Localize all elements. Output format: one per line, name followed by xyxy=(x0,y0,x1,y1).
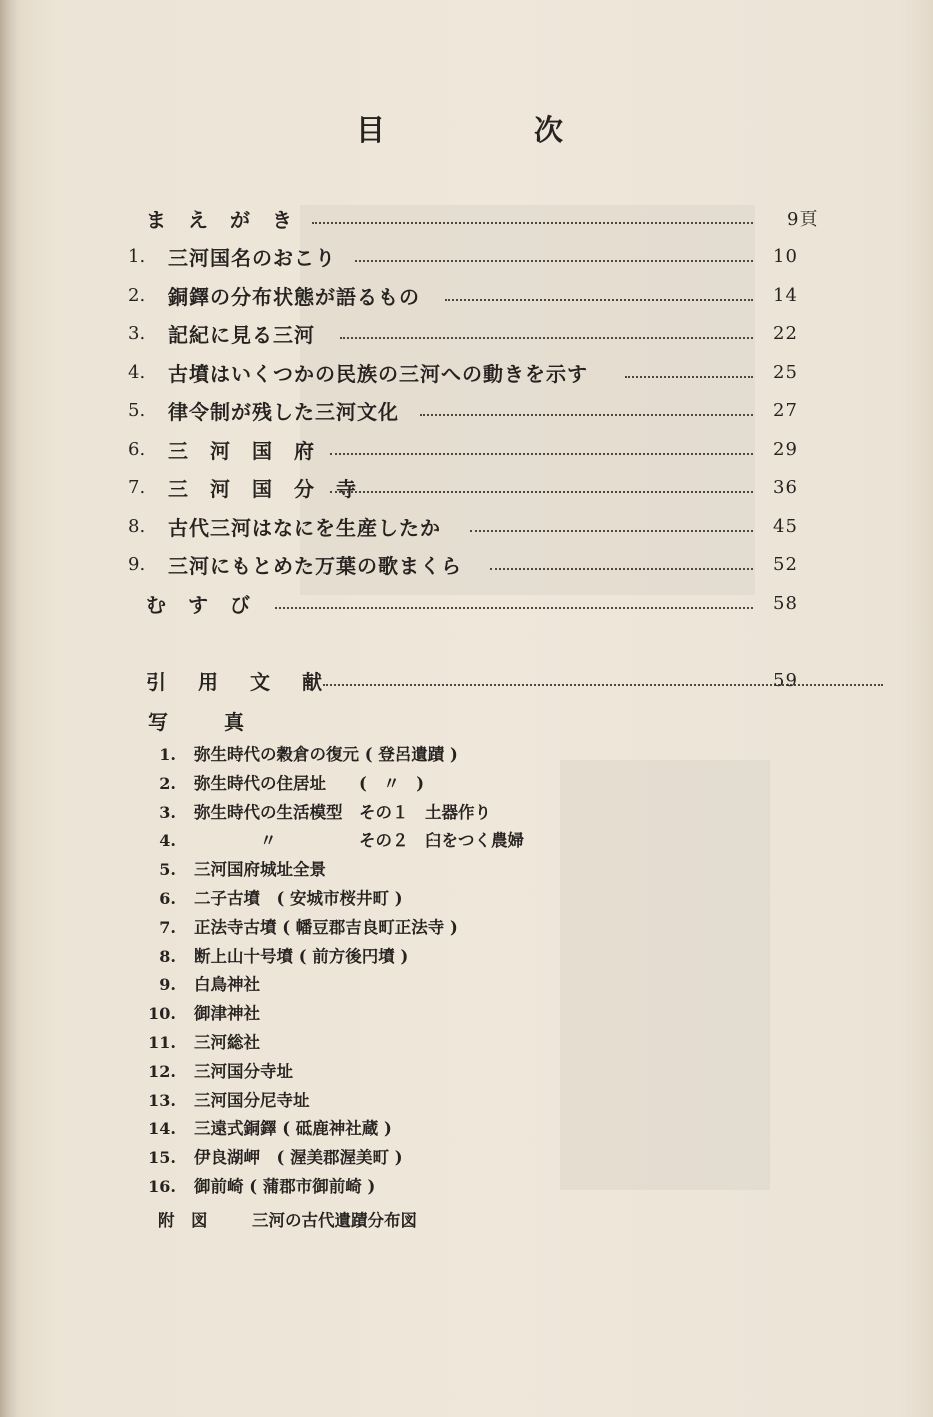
photo-caption: 伊良湖岬 ( 渥美郡渥美町 ) xyxy=(194,1148,403,1168)
toc-label: 銅鐸の分布状態が語るもの xyxy=(168,284,420,309)
toc-label: 律令制が残した三河文化 xyxy=(168,399,399,424)
toc-row xyxy=(128,588,828,618)
photo-number: 8. xyxy=(159,946,176,966)
toc-leader-dots xyxy=(312,222,753,224)
photo-item xyxy=(0,1088,700,1114)
toc-leader-dots xyxy=(330,453,753,455)
photo-number: 15. xyxy=(148,1148,176,1168)
toc-number: 1. xyxy=(128,245,146,267)
photo-caption: 三河国府城址全景 xyxy=(194,860,326,880)
photo-item xyxy=(0,944,700,970)
toc-label: 三 河 国 府 xyxy=(168,438,315,463)
toc-leader-dots xyxy=(470,530,753,532)
photo-item xyxy=(0,828,700,854)
photo-item xyxy=(0,1059,700,1085)
photo-caption: 御津神社 xyxy=(194,1004,260,1024)
page-title-char-2: 次 xyxy=(534,113,564,147)
photo-number: 2. xyxy=(159,773,176,793)
toc-page-number: 58 xyxy=(773,592,798,614)
photo-caption: 三河総社 xyxy=(194,1033,260,1052)
photo-item xyxy=(0,886,700,912)
toc-label: 三河国名のおこり xyxy=(168,245,336,270)
toc-label: 三 河 国 分 寺 xyxy=(168,476,357,501)
toc-page-number: 9頁 xyxy=(787,209,819,230)
photo-number: 11. xyxy=(148,1033,176,1052)
photo-number: 5. xyxy=(159,860,176,880)
toc-row xyxy=(128,434,828,464)
toc-row xyxy=(128,472,828,502)
toc-label: 記紀に見る三河 xyxy=(168,322,315,347)
toc-leader-dots xyxy=(355,260,753,262)
toc-row xyxy=(128,511,828,541)
page-spine-shadow xyxy=(0,0,18,1417)
photo-number: 14. xyxy=(148,1119,176,1139)
photo-caption: 弥生時代の住居址 ( 〃 ) xyxy=(194,773,425,793)
photo-number: 1. xyxy=(159,745,176,764)
page-title-char-1: 目 xyxy=(356,113,386,147)
toc-row xyxy=(128,203,828,233)
photo-caption: 弥生時代の生活模型 その１ 土器作り xyxy=(194,802,491,822)
toc-page-number: 27 xyxy=(773,399,798,421)
photo-caption: 正法寺古墳 ( 幡豆郡吉良町正法寺 ) xyxy=(194,917,458,937)
photo-item xyxy=(0,1001,700,1027)
photo-number: 3. xyxy=(159,802,176,822)
toc-label: 古墳はいくつかの民族の三河への動きを示す xyxy=(168,361,588,386)
toc-label: 引 用 文 献 xyxy=(146,669,328,694)
photo-caption: 白鳥神社 xyxy=(194,975,260,995)
toc-page-number: 36 xyxy=(773,476,798,498)
toc-leader-dots xyxy=(490,568,753,570)
toc-number: 2. xyxy=(128,284,146,306)
toc-page-number: 59 xyxy=(773,669,798,691)
toc-label: む す び xyxy=(146,592,251,617)
toc-label: 古代三河はなにを生産したか xyxy=(168,515,441,540)
toc-number: 7. xyxy=(128,476,146,498)
toc-row xyxy=(128,241,828,271)
photo-item xyxy=(0,800,700,826)
toc-number: 6. xyxy=(128,438,146,460)
photo-number: 12. xyxy=(148,1061,176,1081)
photo-item xyxy=(0,742,700,768)
toc-label: ま え が き xyxy=(146,207,293,232)
photo-item xyxy=(0,857,700,883)
toc-row xyxy=(128,280,828,310)
toc-number: 3. xyxy=(128,322,146,344)
toc-leader-dots xyxy=(340,337,753,339)
photo-number: 7. xyxy=(159,917,176,937)
toc-leader-dots xyxy=(275,607,753,609)
photo-caption: 御前崎 ( 蒲郡市御前崎 ) xyxy=(194,1177,376,1196)
photo-item xyxy=(0,1145,700,1171)
toc-number: 5. xyxy=(128,399,146,421)
toc-leader-dots xyxy=(420,414,753,416)
appendix-label: 附 図 xyxy=(158,1211,208,1230)
photo-caption: 三遠式銅鐸 ( 砥鹿神社蔵 ) xyxy=(194,1119,392,1139)
toc-number: 8. xyxy=(128,515,146,537)
photo-item xyxy=(0,915,700,941)
toc-row xyxy=(128,318,828,348)
toc-row-references xyxy=(128,665,808,695)
photo-caption: 三河国分尼寺址 xyxy=(194,1090,310,1110)
photo-number: 10. xyxy=(148,1004,176,1024)
toc-leader-dots xyxy=(330,491,753,493)
photo-number: 6. xyxy=(159,889,176,908)
photo-number: 13. xyxy=(148,1090,176,1110)
toc-label: 三河にもとめた万葉の歌まくら xyxy=(168,553,462,578)
toc-page-number: 45 xyxy=(773,515,798,537)
photo-caption: 弥生時代の穀倉の復元 ( 登呂遺蹟 ) xyxy=(194,745,458,764)
toc-leader-dots xyxy=(323,684,883,686)
photo-item xyxy=(0,1116,700,1142)
photo-number: 16. xyxy=(148,1177,176,1196)
toc-page-number: 14 xyxy=(773,284,798,306)
toc-number: 9. xyxy=(128,553,146,575)
toc-number: 4. xyxy=(128,361,146,383)
toc-leader-dots xyxy=(625,376,753,378)
photo-number: 4. xyxy=(159,831,176,851)
toc-page-number: 52 xyxy=(773,553,798,575)
photo-caption: 三河国分寺址 xyxy=(194,1061,293,1081)
appendix-row xyxy=(158,1206,558,1232)
photo-caption: 断上山十号墳 ( 前方後円墳 ) xyxy=(194,946,409,966)
toc-page-number: 22 xyxy=(773,322,798,344)
photo-item xyxy=(0,1030,700,1056)
toc-page-number: 10 xyxy=(773,245,798,267)
photos-heading: 写 真 xyxy=(148,710,262,734)
toc-row xyxy=(128,549,828,579)
photo-caption: 二子古墳 ( 安城市桜井町 ) xyxy=(194,889,403,908)
toc-page-number: 25 xyxy=(773,361,798,383)
photo-item xyxy=(0,771,700,797)
photo-caption: 〃 その２ 臼をつく農婦 xyxy=(194,831,524,851)
photo-item xyxy=(0,972,700,998)
appendix-text: 三河の古代遺蹟分布図 xyxy=(252,1211,417,1230)
toc-page-number: 29 xyxy=(773,438,798,460)
toc-row xyxy=(128,395,828,425)
photo-number: 9. xyxy=(159,975,176,995)
toc-leader-dots xyxy=(445,299,753,301)
page-title xyxy=(0,108,933,148)
toc-row xyxy=(128,357,828,387)
photo-item xyxy=(0,1174,700,1200)
